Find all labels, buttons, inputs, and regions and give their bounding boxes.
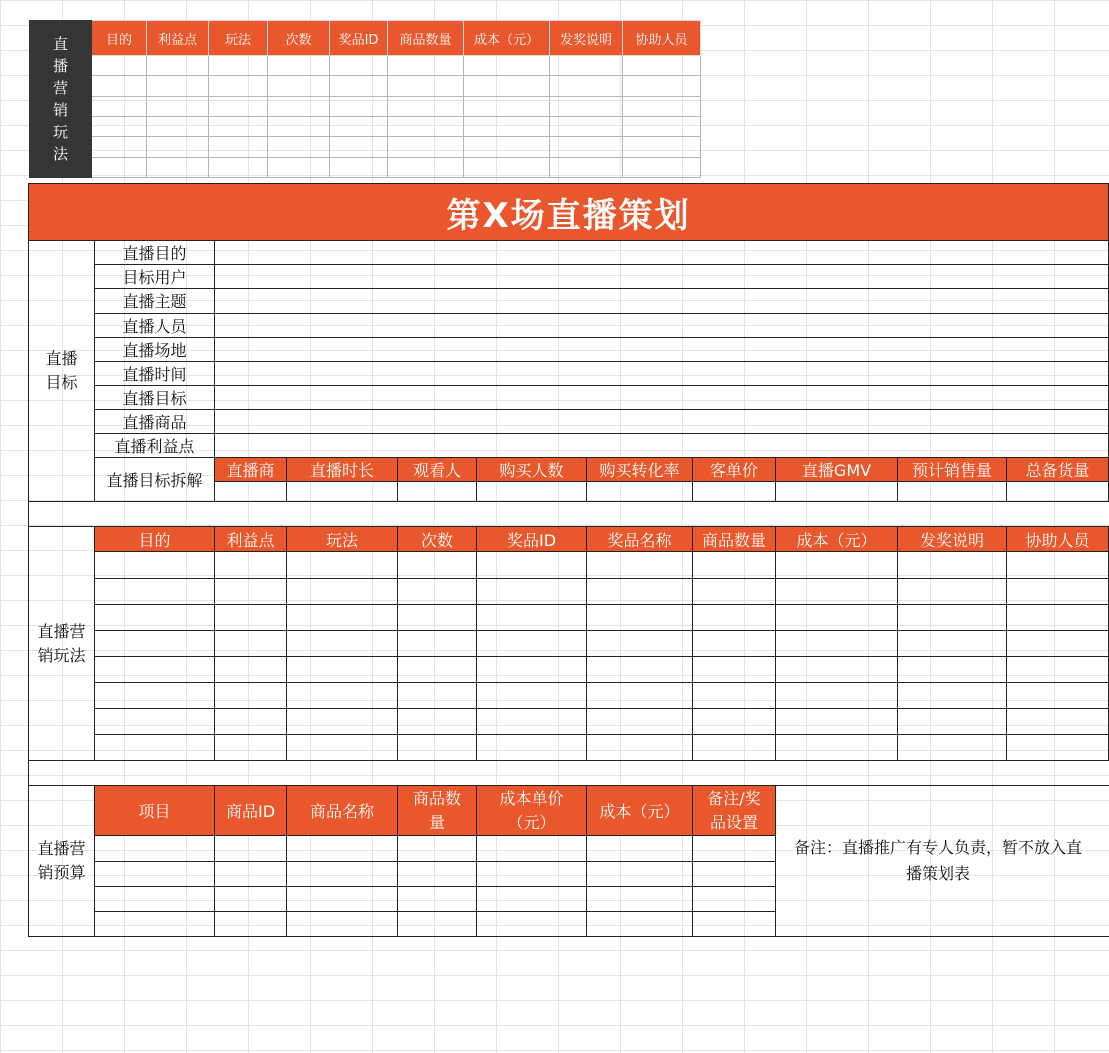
budget-header-cell: 商品数量 xyxy=(398,786,477,836)
table-row xyxy=(29,656,1109,682)
marketing-header-cell: 利益点 xyxy=(215,527,287,552)
goal-value-cell[interactable] xyxy=(215,433,1109,457)
marketing-header-cell: 奖品ID xyxy=(477,527,587,552)
table-row xyxy=(29,708,1109,734)
breakdown-header-cell: 预计销售量 xyxy=(898,458,1007,482)
marketing-header-cell: 发奖说明 xyxy=(898,527,1007,552)
table-row xyxy=(29,552,1109,578)
top-header-cell: 次数 xyxy=(268,21,330,56)
top-marketing-table xyxy=(29,20,701,178)
breakdown-header-cell: 观看人 xyxy=(398,458,477,482)
budget-header-cell: 商品ID xyxy=(215,786,287,836)
goal-value-cell[interactable] xyxy=(215,289,1109,313)
breakdown-header-cell: 购买转化率 xyxy=(587,458,693,482)
budget-header-cell: 备注/奖品设置 xyxy=(693,786,776,836)
table-row xyxy=(30,157,701,177)
goal-label: 直播主题 xyxy=(95,289,215,313)
breakdown-header-cell: 直播商 xyxy=(215,458,287,482)
goal-label: 直播人员 xyxy=(95,313,215,337)
goal-label: 直播利益点 xyxy=(95,433,215,457)
goal-label: 目标用户 xyxy=(95,265,215,289)
marketing-header-cell: 协助人员 xyxy=(1007,527,1109,552)
top-header-cell: 奖品ID xyxy=(330,21,388,56)
goal-label: 直播目的 xyxy=(95,241,215,265)
table-row xyxy=(29,604,1109,630)
top-header-cell: 玩法 xyxy=(209,21,268,56)
budget-header-cell: 商品名称 xyxy=(287,786,398,836)
live-plan-sheet xyxy=(28,183,1109,937)
top-header-cell: 成本（元） xyxy=(464,21,550,56)
goal-label: 直播场地 xyxy=(95,337,215,361)
top-header-cell: 利益点 xyxy=(147,21,209,56)
table-row xyxy=(29,682,1109,708)
marketing-header-cell: 目的 xyxy=(95,527,215,552)
marketing-header-cell: 奖品名称 xyxy=(587,527,693,552)
table-row xyxy=(30,76,701,96)
goal-value-cell[interactable] xyxy=(215,313,1109,337)
budget-header-cell: 成本单价（元） xyxy=(477,786,587,836)
budget-header-cell: 成本（元） xyxy=(587,786,693,836)
table-row xyxy=(30,116,701,136)
top-side-label: 直播营销玩法 xyxy=(30,21,92,178)
table-row xyxy=(29,630,1109,656)
top-header-cell: 商品数量 xyxy=(388,21,464,56)
marketing-header-cell: 成本（元） xyxy=(776,527,898,552)
breakdown-header-cell: 直播时长 xyxy=(287,458,398,482)
top-header-cell: 协助人员 xyxy=(623,21,701,56)
budget-header-cell: 项目 xyxy=(95,786,215,836)
goal-value-cell[interactable] xyxy=(215,409,1109,433)
goal-value-cell[interactable] xyxy=(215,385,1109,409)
goal-label: 直播时间 xyxy=(95,361,215,385)
goal-label: 直播目标 xyxy=(95,385,215,409)
goal-value-cell[interactable] xyxy=(215,361,1109,385)
breakdown-header-cell: 总备货量 xyxy=(1007,458,1109,482)
table-row xyxy=(30,96,701,116)
breakdown-header-cell: 购买人数 xyxy=(477,458,587,482)
breakdown-header-cell: 直播GMV xyxy=(776,458,898,482)
marketing-header-cell: 次数 xyxy=(398,527,477,552)
goal-value-cell[interactable] xyxy=(215,337,1109,361)
goal-breakdown-label: 直播目标拆解 xyxy=(95,458,215,502)
marketing-side-label: 直播营销玩法 xyxy=(29,527,95,761)
breakdown-header-cell: 客单价 xyxy=(693,458,776,482)
marketing-header-cell: 商品数量 xyxy=(693,527,776,552)
section-gap xyxy=(29,761,1109,786)
goal-label: 直播商品 xyxy=(95,409,215,433)
goal-value-cell[interactable] xyxy=(215,241,1109,265)
sheet-title: 第X场直播策划 xyxy=(29,184,1109,241)
table-row xyxy=(30,56,701,76)
goals-side-label: 直播目标 xyxy=(29,241,95,502)
budget-note: 备注：直播推广有专人负责，暂不放入直播策划表 xyxy=(776,786,1109,937)
goal-value-cell[interactable] xyxy=(215,265,1109,289)
top-header-cell: 发奖说明 xyxy=(550,21,623,56)
marketing-header-cell: 玩法 xyxy=(287,527,398,552)
table-row xyxy=(29,578,1109,604)
section-gap xyxy=(29,502,1109,527)
budget-side-label: 直播营销预算 xyxy=(29,786,95,937)
table-row xyxy=(30,137,701,157)
table-row xyxy=(29,735,1109,761)
top-header-cell: 目的 xyxy=(92,21,147,56)
